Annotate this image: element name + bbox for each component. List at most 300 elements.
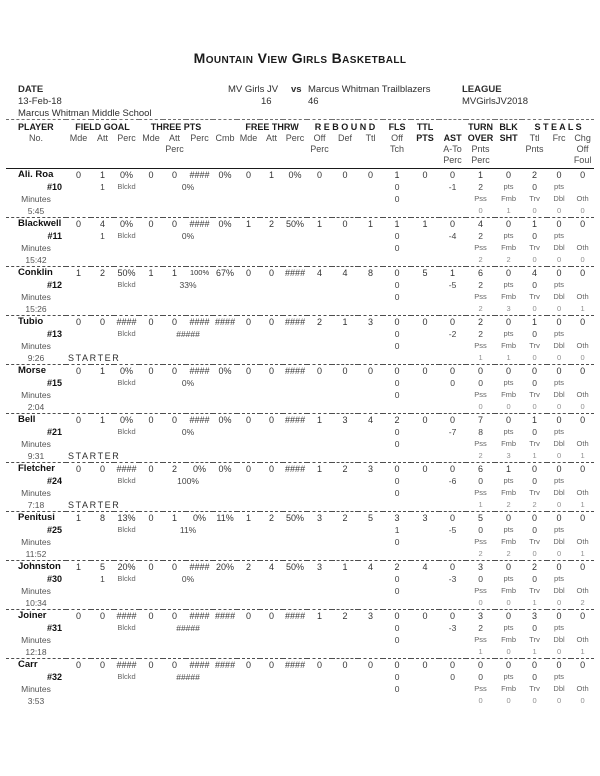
- player-row-sub3: [6, 303, 594, 316]
- stat-cell: [332, 181, 358, 193]
- vs-label: vs: [291, 84, 302, 95]
- three-made: 0: [139, 659, 163, 672]
- ft-perc: ####: [285, 317, 306, 327]
- reb-ttl: 0: [368, 170, 374, 180]
- fouls-off: 0: [394, 427, 400, 437]
- ft-att: 0: [260, 610, 283, 623]
- pts-label: pts: [503, 378, 514, 387]
- col-total: TTL: [411, 120, 439, 134]
- three-perc: ####: [186, 659, 213, 672]
- three-perc: ####: [186, 610, 213, 623]
- pts-label: pts: [503, 182, 514, 191]
- trv-label: Trv: [529, 439, 540, 448]
- pts-label: pts: [554, 672, 565, 681]
- player-number: #13: [46, 329, 62, 339]
- stat-cell: [260, 328, 283, 340]
- fg-made: 0: [66, 365, 91, 378]
- three-made: 0: [139, 512, 163, 525]
- col-number: No.: [28, 133, 43, 143]
- reb-ttl: 3: [358, 316, 383, 329]
- stat-cell: [411, 279, 439, 291]
- cmb-perc: 67%: [213, 267, 237, 280]
- stat-cell: [237, 279, 260, 291]
- blocked-label: Blckd: [117, 378, 136, 387]
- to-fmb: 1: [506, 353, 511, 362]
- stat-cell: [139, 377, 163, 389]
- to-dbl: 0: [556, 696, 562, 705]
- stat-cell: [411, 438, 466, 450]
- steals-frc: 0: [547, 610, 571, 623]
- pss-label: Pss: [474, 635, 487, 644]
- fg-att: 5: [91, 561, 114, 574]
- steals-chg: 0: [571, 659, 594, 672]
- turnovers: 2: [466, 316, 495, 329]
- ft-made: 0: [237, 463, 260, 476]
- col-turnover-2: OVER: [467, 133, 494, 143]
- pts-label: pts: [554, 574, 565, 583]
- assists: 0: [439, 463, 466, 476]
- three-att: 0: [163, 316, 186, 329]
- assists: 0: [439, 561, 466, 574]
- turnover-points: 2: [478, 231, 483, 241]
- stat-cell: [66, 426, 91, 438]
- turnover-points: 8: [478, 427, 483, 437]
- cmb-perc: 0%: [213, 414, 237, 427]
- assist-to-ratio: -3: [448, 574, 457, 584]
- player-row-main: [6, 218, 594, 231]
- stat-cell: [213, 377, 237, 389]
- stat-cell: [139, 279, 163, 291]
- fouls-tch: 0: [394, 635, 400, 645]
- total-points: 5: [411, 267, 439, 280]
- fouls-off: 1: [394, 525, 400, 535]
- fmb-label: Fmb: [501, 488, 517, 497]
- steal-points: 0: [532, 623, 537, 633]
- stat-cell: [358, 328, 383, 340]
- steal-points: 0: [532, 427, 537, 437]
- fouls-tch: 0: [394, 488, 400, 498]
- player-row-sub1: [6, 279, 594, 291]
- fouls: 0: [383, 463, 411, 476]
- dbl-label: Dbl: [553, 635, 565, 644]
- reb-off: 1: [307, 463, 332, 476]
- player-name: Bell: [6, 414, 66, 427]
- steals-chg: 0: [571, 561, 594, 574]
- trv-label: Trv: [529, 390, 540, 399]
- to-trv: 0: [532, 549, 537, 558]
- stat-cell: [66, 328, 91, 340]
- pts-label: pts: [503, 623, 514, 632]
- stat-cell: [186, 352, 466, 365]
- stat-cell: [332, 622, 358, 634]
- pss-label: Pss: [474, 439, 487, 448]
- fg-att: 0: [91, 463, 114, 476]
- player-row-sub3: [6, 254, 594, 267]
- cmb-perc: 0%: [213, 365, 237, 378]
- three-att: 0: [163, 610, 186, 623]
- dbl-label: Dbl: [553, 243, 565, 252]
- stat-cell: [332, 279, 358, 291]
- three-att: 0: [163, 365, 186, 378]
- blocked-shots: 0: [495, 267, 522, 280]
- ft-made: 2: [237, 561, 260, 574]
- home-score: 16: [261, 96, 272, 107]
- player-row-sub3: [6, 597, 594, 610]
- to-trv: 0: [532, 304, 537, 313]
- to-trv: 0: [532, 353, 537, 362]
- reb-off: 3: [307, 512, 332, 525]
- oth-label: Oth: [576, 537, 589, 546]
- stat-cell: [411, 291, 466, 303]
- three-made: 0: [139, 365, 163, 378]
- reb-off: 1: [307, 414, 332, 427]
- to-pss: 2: [478, 255, 483, 264]
- steal-points: 0: [532, 672, 537, 682]
- player-row-sub1: [6, 622, 594, 634]
- steals-chg: 0: [571, 267, 594, 280]
- stat-cell: [358, 377, 383, 389]
- three-att-perc: 0%: [181, 378, 195, 388]
- steals-frc: 0: [547, 414, 571, 427]
- minutes-value: 9:31: [27, 451, 45, 461]
- stat-cell: [186, 499, 466, 512]
- to-fmb: 0: [506, 696, 511, 705]
- minutes-value: 5:45: [27, 206, 45, 216]
- player-name: Carr: [6, 659, 66, 672]
- stat-cell: [139, 524, 163, 536]
- reb-def: 0: [332, 218, 358, 231]
- player-row-sub2: [6, 536, 594, 548]
- player-number: #21: [46, 427, 62, 437]
- player-row-main: [6, 365, 594, 378]
- stat-cell: [332, 573, 358, 585]
- player-name: Fletcher: [6, 463, 66, 476]
- stat-cell: [307, 524, 332, 536]
- fg-blocked-count: [91, 671, 114, 683]
- trv-label: Trv: [529, 586, 540, 595]
- fouls-tch: 0: [394, 341, 400, 351]
- player-row-main: [6, 659, 594, 672]
- player-name: Conklin: [6, 267, 66, 280]
- turnovers: 7: [466, 414, 495, 427]
- fouls-off: 0: [394, 231, 400, 241]
- player-name: Ali. Roa: [18, 169, 54, 180]
- minutes-label: Minutes: [21, 537, 51, 547]
- steals-chg: 0: [580, 170, 586, 180]
- fg-blocked-count: [91, 622, 114, 634]
- trv-label: Trv: [529, 488, 540, 497]
- minutes-value: 11:52: [25, 549, 47, 559]
- fg-made: 0: [75, 170, 81, 180]
- to-fmb: 3: [506, 304, 511, 313]
- blocked-label: Blckd: [117, 329, 136, 338]
- pts-label: pts: [554, 525, 565, 534]
- fouls: 0: [383, 316, 411, 329]
- fg-blocked-count: 1: [100, 574, 105, 584]
- ft-att: 2: [260, 218, 283, 231]
- minutes-value: 12:18: [25, 647, 47, 657]
- turnover-points: 2: [478, 329, 483, 339]
- pts-label: pts: [503, 280, 514, 289]
- stat-cell: [283, 524, 307, 536]
- player-row-main: [6, 512, 594, 525]
- player-number: #10: [46, 182, 62, 192]
- stat-cell: [307, 622, 332, 634]
- cmb-perc: ####: [215, 611, 236, 621]
- ft-perc: ####: [285, 660, 306, 670]
- fmb-label: Fmb: [501, 537, 517, 546]
- player-row-sub2: [6, 585, 594, 597]
- starter-label: STARTER: [68, 353, 121, 363]
- turnovers: 3: [466, 561, 495, 574]
- reb-def: 2: [332, 610, 358, 623]
- assist-to-ratio: -5: [448, 280, 457, 290]
- turnover-points: 0: [478, 525, 483, 535]
- oth-label: Oth: [576, 390, 589, 399]
- stat-cell: [139, 328, 163, 340]
- to-oth: 1: [580, 500, 585, 509]
- player-name: Blackwell: [6, 218, 66, 231]
- stat-cell: [411, 242, 466, 254]
- three-made: 0: [148, 170, 154, 180]
- stat-cell: [411, 536, 466, 548]
- reb-ttl: 0: [358, 365, 383, 378]
- ft-perc: ####: [285, 268, 306, 278]
- three-att-perc: 11%: [179, 525, 197, 535]
- fg-made: 1: [66, 267, 91, 280]
- minutes-label: Minutes: [21, 243, 51, 253]
- steals-chg: 0: [571, 512, 594, 525]
- steals-ttl: 1: [522, 316, 547, 329]
- player-row-sub3: [6, 450, 594, 463]
- stat-cell: [237, 328, 260, 340]
- stat-cell: [307, 279, 332, 291]
- fouls-tch: 0: [394, 537, 400, 547]
- fmb-label: Fmb: [501, 243, 517, 252]
- stat-cell: [411, 181, 439, 193]
- fouls: 0: [383, 659, 411, 672]
- turnover-points: 2: [478, 280, 483, 290]
- three-made: 0: [139, 610, 163, 623]
- stat-cell: [332, 230, 358, 242]
- reb-ttl: 3: [358, 463, 383, 476]
- steals-ttl: 4: [522, 267, 547, 280]
- to-fmb: 2: [506, 255, 511, 264]
- to-oth: 0: [580, 353, 585, 362]
- ft-made: 0: [237, 316, 260, 329]
- steals-ttl: 0: [522, 365, 547, 378]
- to-dbl: 0: [556, 206, 562, 215]
- to-dbl: 0: [556, 647, 562, 656]
- fouls-tch: 0: [394, 390, 400, 400]
- minutes-label: Minutes: [21, 390, 51, 400]
- stat-cell: [358, 671, 383, 683]
- pts-label: pts: [503, 476, 514, 485]
- stat-cell: [213, 573, 237, 585]
- stat-cell: [411, 426, 439, 438]
- fouls: 1: [394, 170, 400, 180]
- to-pss: 0: [478, 206, 483, 215]
- steals-frc: 0: [547, 463, 571, 476]
- stat-cell: [571, 279, 594, 291]
- fouls: 2: [383, 414, 411, 427]
- player-name: Morse: [6, 365, 66, 378]
- stat-cell: [260, 426, 283, 438]
- to-fmb: 2: [506, 500, 511, 509]
- fouls: 1: [383, 218, 411, 231]
- stat-cell: [66, 524, 91, 536]
- three-att-perc: #####: [176, 672, 200, 682]
- turnover-points: 2: [478, 182, 483, 192]
- reb-def: 2: [332, 512, 358, 525]
- to-pss: 1: [478, 353, 483, 362]
- player-name: Penitusi: [6, 512, 66, 525]
- three-made: 1: [139, 267, 163, 280]
- stat-cell: [411, 340, 466, 352]
- three-att: 0: [163, 414, 186, 427]
- stat-cell: [571, 426, 594, 438]
- turnovers: 6: [466, 267, 495, 280]
- steals-ttl: 1: [522, 414, 547, 427]
- ft-perc: 50%: [283, 561, 307, 574]
- stat-cell: [139, 181, 163, 193]
- stat-cell: [411, 328, 439, 340]
- stat-cell: [260, 377, 283, 389]
- fg-att: 1: [91, 365, 114, 378]
- col-field-goal: FIELD GOAL: [66, 120, 139, 134]
- total-points: 0: [411, 316, 439, 329]
- player-row-sub1: [6, 573, 594, 585]
- ft-made: 0: [246, 170, 252, 180]
- stat-cell: [411, 377, 439, 389]
- pss-label: Pss: [474, 341, 487, 350]
- pts-label: pts: [503, 329, 514, 338]
- to-pss: 0: [478, 696, 483, 705]
- fg-made: 1: [66, 561, 91, 574]
- dbl-label: Dbl: [553, 488, 565, 497]
- stat-cell: [260, 279, 283, 291]
- reb-ttl: 4: [358, 561, 383, 574]
- blocked-label: Blckd: [117, 623, 136, 632]
- stat-cell: [139, 573, 163, 585]
- total-points: 0: [422, 170, 428, 180]
- minutes-label: Minutes: [21, 586, 51, 596]
- to-oth: 2: [580, 598, 585, 607]
- player-number: #15: [46, 378, 62, 388]
- reb-ttl: 0: [358, 659, 383, 672]
- player-row-main: [6, 561, 594, 574]
- stat-cell: [307, 671, 332, 683]
- reb-off: 1: [307, 218, 332, 231]
- to-dbl: 0: [556, 402, 562, 411]
- blocked-label: Blckd: [117, 574, 136, 583]
- pss-label: Pss: [474, 586, 487, 595]
- stat-cell: [237, 230, 260, 242]
- turnovers: 0: [466, 365, 495, 378]
- three-made: 0: [139, 561, 163, 574]
- col-ast-to: A-To: [443, 144, 462, 154]
- turnover-points: 0: [478, 476, 483, 486]
- stat-cell: [411, 389, 466, 401]
- to-oth: 1: [580, 304, 585, 313]
- stat-cell: [571, 475, 594, 487]
- assist-to-ratio: -3: [448, 623, 457, 633]
- three-perc: 100%: [186, 267, 213, 280]
- stat-cell: [66, 695, 466, 707]
- fg-made: 0: [66, 218, 91, 231]
- stat-cell: [283, 671, 307, 683]
- fg-perc: ####: [114, 316, 139, 329]
- fouls-off: 0: [394, 623, 400, 633]
- stat-cell: [571, 671, 594, 683]
- fg-blocked-count: 1: [100, 231, 105, 241]
- stat-cell: [66, 242, 383, 254]
- player-number: #32: [46, 672, 62, 682]
- assist-to-ratio: -6: [448, 476, 457, 486]
- player-row-sub2: [6, 438, 594, 450]
- dbl-label: Dbl: [553, 390, 565, 399]
- minutes-value: 7:18: [27, 500, 45, 510]
- ft-att: 0: [260, 316, 283, 329]
- steals-ttl: 1: [522, 218, 547, 231]
- ft-perc: 50%: [283, 218, 307, 231]
- player-row-sub3: [6, 401, 594, 414]
- col-points: PTS: [416, 133, 434, 143]
- stat-cell: [411, 622, 439, 634]
- steal-points: 0: [532, 574, 537, 584]
- assists: 0: [439, 316, 466, 329]
- three-att: 0: [163, 659, 186, 672]
- stat-cell: [237, 181, 260, 193]
- three-perc: ####: [189, 170, 210, 180]
- stat-cell: [66, 622, 91, 634]
- stat-cell: [307, 230, 332, 242]
- steals-ttl: 2: [532, 170, 538, 180]
- fmb-label: Fmb: [501, 439, 517, 448]
- stat-cell: [260, 671, 283, 683]
- reb-off: 1: [307, 610, 332, 623]
- three-att-perc: 0%: [181, 427, 195, 437]
- steals-frc: 0: [547, 316, 571, 329]
- cmb-perc: 11%: [213, 512, 237, 525]
- minutes-value: 10:34: [25, 598, 47, 608]
- pss-label: Pss: [474, 292, 487, 301]
- to-trv: 1: [532, 598, 537, 607]
- steals-ttl: 0: [522, 463, 547, 476]
- player-row-sub1: [6, 377, 594, 389]
- pts-label: pts: [554, 329, 565, 338]
- stat-cell: [66, 303, 466, 316]
- stat-cell: [283, 573, 307, 585]
- stat-cell: [411, 585, 466, 597]
- to-pss: 1: [478, 500, 483, 509]
- reb-def: 3: [332, 414, 358, 427]
- player-row-main: [6, 463, 594, 476]
- pts-label: pts: [554, 476, 565, 485]
- turnovers: 3: [466, 610, 495, 623]
- stat-cell: [283, 377, 307, 389]
- stat-cell: [332, 671, 358, 683]
- to-trv: 0: [532, 696, 537, 705]
- steals-chg: 0: [571, 316, 594, 329]
- assists: 0: [439, 512, 466, 525]
- blocked-shots: 0: [495, 561, 522, 574]
- cmb-perc: 20%: [213, 561, 237, 574]
- cmb-perc: ####: [215, 660, 236, 670]
- stats-body: [6, 169, 594, 708]
- fg-att: 1: [91, 414, 114, 427]
- blocked-label: Blckd: [117, 427, 136, 436]
